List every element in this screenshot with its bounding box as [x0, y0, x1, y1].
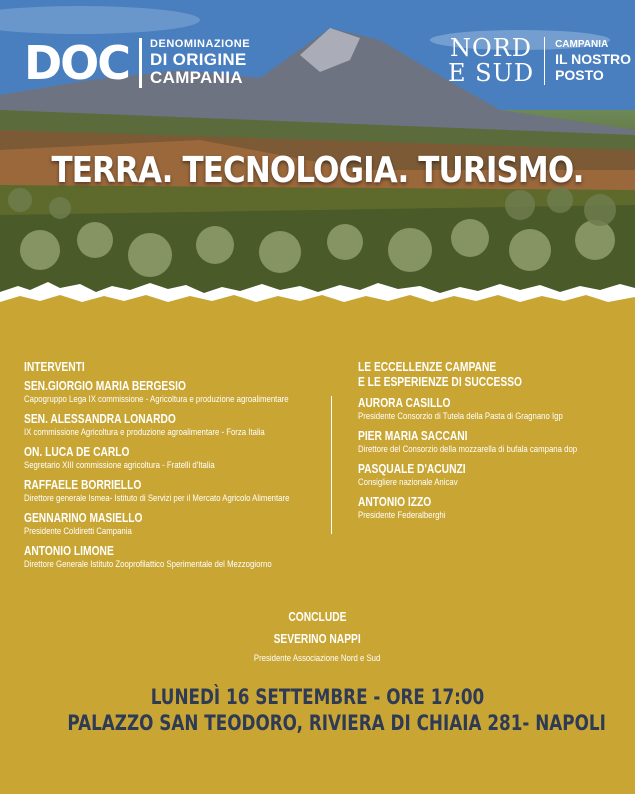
conclude-name: SEVERINO NAPPI: [273, 632, 362, 646]
speaker-role: Presidente Federalberghi: [358, 510, 446, 521]
eccellenze-column: [358, 360, 618, 522]
speaker-name: AURORA CASILLO: [358, 396, 451, 410]
speaker-role: Direttore Generale Istituto Zooprofilattico Sperimentale del Mezzogiorno: [24, 559, 272, 570]
interventi-column: [24, 360, 324, 571]
speaker: [24, 379, 324, 406]
ns-sub-2: IL NOSTRO: [555, 50, 632, 67]
speaker-role: Direttore generale Ismea- Istituto di Servizi per il Mercato Agricolo Alimentare: [24, 493, 290, 504]
speaker-role: Consigliere nazionale Anicav: [358, 477, 458, 488]
event-details: [0, 684, 635, 736]
speaker: [24, 544, 324, 571]
speaker-name: GENNARINO MASIELLO: [24, 511, 143, 525]
event-place: PALAZZO SAN TEODORO, RIVIERA DI CHIAIA 281- NAPOLI: [67, 711, 606, 735]
doc-line-2: DI ORIGINE: [150, 49, 247, 69]
eccellenze-heading-2: E LE ESPERIENZE DI SUCCESSO: [358, 375, 523, 389]
speaker-name: ANTONIO IZZO: [358, 495, 432, 509]
ns-sub-3: POSTO: [555, 66, 604, 83]
speaker-name: PASQUALE D'ACUNZI: [358, 462, 466, 476]
speaker: [24, 511, 324, 538]
speaker-role: Capogruppo Lega IX commissione - Agricoltura e produzione agroalimentare: [24, 394, 289, 405]
conclude-heading: CONCLUDE: [288, 610, 347, 624]
speaker: [358, 495, 618, 522]
doc-line-1: DENOMINAZIONE: [150, 38, 251, 51]
doc-line-3: CAMPANIA: [150, 67, 243, 87]
ns-line-1: NORD: [450, 34, 533, 62]
speaker-role: Presidente Coldiretti Campania: [24, 526, 132, 537]
speaker: [358, 429, 618, 456]
conclude-role: Presidente Associazione Nord e Sud: [254, 653, 381, 664]
speaker: [24, 445, 324, 472]
speaker: [24, 412, 324, 439]
speaker-name: SEN. ALESSANDRA LONARDO: [24, 412, 176, 426]
headline: TERRA. TECNOLOGIA. TURISMO.: [51, 150, 584, 191]
speaker-name: ANTONIO LIMONE: [24, 544, 114, 558]
speaker-name: SEN.GIORGIO MARIA BERGESIO: [24, 379, 186, 393]
doc-mark: DOC: [24, 36, 130, 90]
conclude-section: [0, 608, 635, 666]
speaker: [358, 462, 618, 489]
speaker-name: RAFFAELE BORRIELLO: [24, 478, 142, 492]
ns-line-2: E SUD: [448, 59, 535, 88]
speaker-role: IX commissione Agricoltura e produzione agroalimentare - Forza Italia: [24, 427, 265, 438]
speaker: [358, 396, 618, 423]
interventi-heading: INTERVENTI: [24, 360, 85, 374]
speaker-role: Direttore del Consorzio della mozzarella di bufala campana dop: [358, 444, 578, 455]
speaker: [24, 478, 324, 505]
ns-sub-1: CAMPANIA: [555, 39, 609, 51]
speaker-name: PIER MARIA SACCANI: [358, 429, 468, 443]
eccellenze-heading-1: LE ECCELLENZE CAMPANE: [358, 360, 497, 374]
speaker-name: ON. LUCA DE CARLO: [24, 445, 130, 459]
speaker-role: Segretario XIII commissione agricoltura - Fratelli d'Italia: [24, 460, 215, 471]
speaker-role: Presidente Consorzio di Tutela della Pasta di Gragnano Igp: [358, 411, 563, 422]
event-date: LUNEDÌ 16 SETTEMBRE - ORE 17:00: [150, 685, 485, 709]
column-divider: [331, 396, 332, 534]
